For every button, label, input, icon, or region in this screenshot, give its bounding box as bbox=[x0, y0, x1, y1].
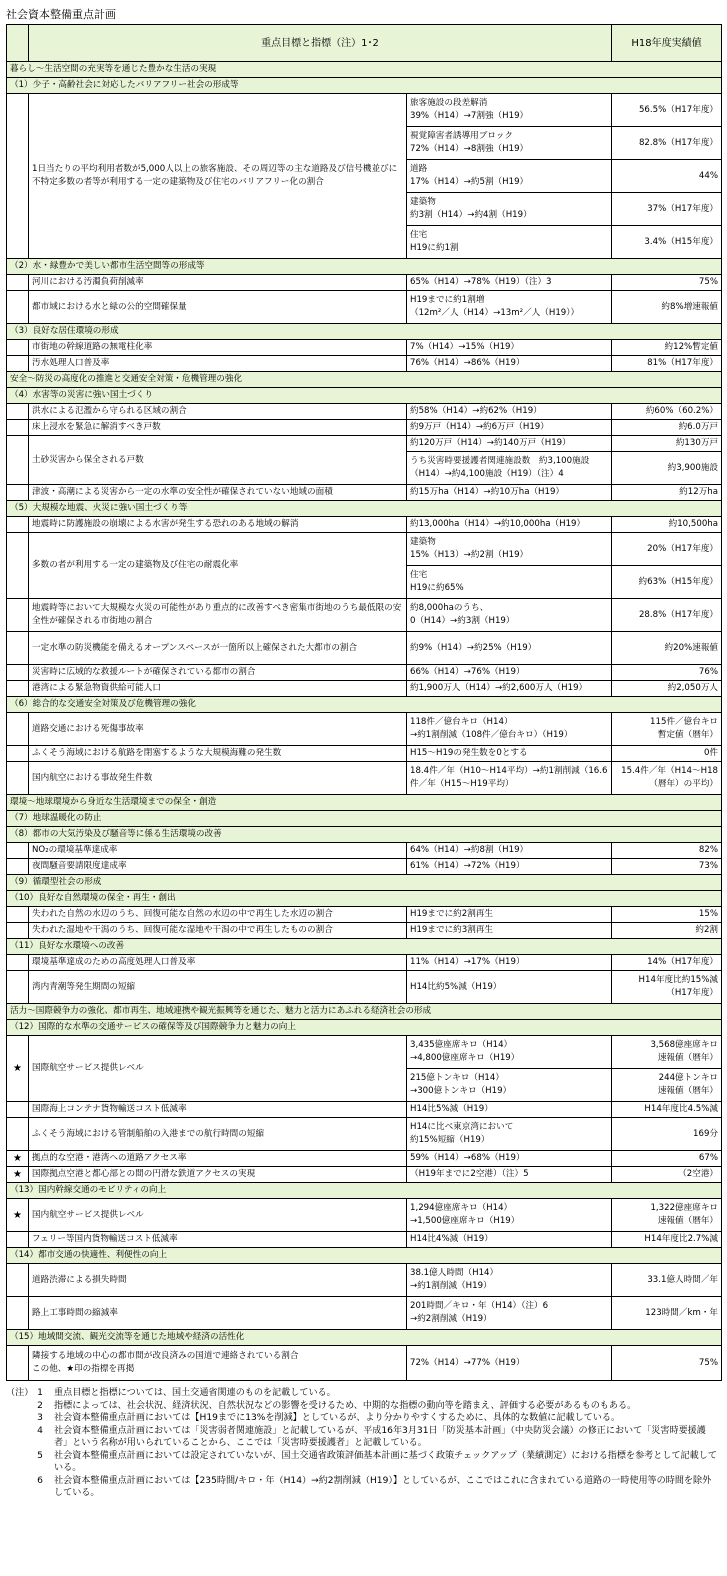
indicator-name: 国内航空における事故発生件数 bbox=[29, 762, 407, 795]
page-title: 社会資本整備重点計画 bbox=[6, 8, 116, 21]
subsection-row bbox=[7, 697, 722, 713]
subsection-row bbox=[7, 811, 722, 827]
subsection-row bbox=[7, 827, 722, 843]
result-value: 約2割 bbox=[612, 923, 722, 939]
subsection-heading: （9）循環型社会の形成 bbox=[7, 875, 722, 891]
subsection-row bbox=[7, 78, 722, 94]
table-row bbox=[7, 485, 722, 501]
result-value: 約12%暫定値 bbox=[612, 340, 722, 356]
indent-cell bbox=[7, 1118, 29, 1151]
target-value: 59%（H14）→68%（H19） bbox=[407, 1151, 612, 1167]
section-heading: 安全～防災の高度化の推進と交通安全対策・危機管理の強化 bbox=[7, 372, 722, 388]
header-blank bbox=[7, 25, 29, 62]
result-value: 15% bbox=[612, 907, 722, 923]
indicator-name: 災害時に広域的な救援ルートが確保されている都市の割合 bbox=[29, 665, 407, 681]
subsection-row bbox=[7, 1183, 722, 1199]
section-row bbox=[7, 795, 722, 811]
indicator-name: 国際海上コンテナ貨物輸送コスト低減率 bbox=[29, 1102, 407, 1118]
subsection-heading: （4）水害等の災害に強い国土づくり bbox=[7, 388, 722, 404]
target-value: 約120万戸（H14）→約140万戸（H19） bbox=[407, 436, 612, 452]
indicator-name: 港湾による緊急物資供給可能人口 bbox=[29, 681, 407, 697]
table-row bbox=[7, 746, 722, 762]
result-value: 0件 bbox=[612, 746, 722, 762]
target-value: H14比4%減（H19） bbox=[407, 1232, 612, 1248]
result-value: 約20%速報値 bbox=[612, 632, 722, 665]
indent-cell bbox=[7, 843, 29, 859]
subsection-row bbox=[7, 1330, 722, 1346]
table-row bbox=[7, 599, 722, 632]
result-value: 1,322億座席キロ 速報値（暦年） bbox=[612, 1199, 722, 1232]
table-row bbox=[7, 291, 722, 324]
target-value: 76%（H14）→86%（H19） bbox=[407, 356, 612, 372]
subsection-heading: （8）都市の大気汚染及び騒音等に係る生活環境の改善 bbox=[7, 827, 722, 843]
table-row bbox=[7, 1297, 722, 1330]
indent-cell bbox=[7, 340, 29, 356]
indicator-name: 夜間騒音要請限度達成率 bbox=[29, 859, 407, 875]
indent-cell bbox=[7, 955, 29, 971]
target-value: 64%（H14）→約8割（H19） bbox=[407, 843, 612, 859]
target-value: 住宅 H19に約65% bbox=[407, 566, 612, 599]
indicator-name: 河川における汚濁負荷削減率 bbox=[29, 275, 407, 291]
header-goal: 重点目標と指標（注）1･2 bbox=[29, 25, 612, 62]
table-row bbox=[7, 356, 722, 372]
note-item bbox=[6, 1412, 718, 1425]
note-number: 6 bbox=[37, 1475, 43, 1486]
table-row bbox=[7, 436, 722, 452]
result-value: 約3,900施設 bbox=[612, 452, 722, 485]
subsection-heading: （6）総合的な交通安全対策及び危機管理の強化 bbox=[7, 697, 722, 713]
target-value: 18.4件／年（H10～H14平均）→約1割削減（16.6件／年（H15～H19平均） bbox=[407, 762, 612, 795]
table-row bbox=[7, 632, 722, 665]
subsection-row bbox=[7, 501, 722, 517]
indent-cell bbox=[7, 971, 29, 1004]
indicator-name: 道路渋滞による損失時間 bbox=[29, 1264, 407, 1297]
target-value: 118件／億台キロ（H14） →約1割削減（108件／億台キロ）（H19） bbox=[407, 713, 612, 746]
target-value: 215億トンキロ（H14） →300億トンキロ（H19） bbox=[407, 1069, 612, 1102]
result-value: 169分 bbox=[612, 1118, 722, 1151]
indicator-name: 洪水による氾濫から守られる区域の割合 bbox=[29, 404, 407, 420]
indicator-name: 都市域における水と緑の公的空間確保量 bbox=[29, 291, 407, 324]
indent-cell bbox=[7, 1297, 29, 1330]
target-value: H14比5%減（H19） bbox=[407, 1102, 612, 1118]
notes bbox=[6, 1387, 718, 1500]
target-value: H14に比べ東京湾において 約15%短縮（H19） bbox=[407, 1118, 612, 1151]
table-row bbox=[7, 517, 722, 533]
result-value: 123時間／km・年 bbox=[612, 1297, 722, 1330]
indicator-name: 隣接する地域の中心の都市間が改良済みの国道で連絡されている割合 この他、★印の指標を再掲 bbox=[29, 1346, 407, 1381]
note-number: 1 bbox=[37, 1388, 43, 1398]
table-row bbox=[7, 907, 722, 923]
target-value: 約13,000ha（H14）→約10,000ha（H19） bbox=[407, 517, 612, 533]
target-value: 38.1億人時間（H14） →約1割削減（H19） bbox=[407, 1264, 612, 1297]
star-mark: ★ bbox=[7, 1036, 29, 1102]
indent-cell bbox=[7, 859, 29, 875]
subsection-row bbox=[7, 891, 722, 907]
indicator-name: 国内航空サービス提供レベル bbox=[29, 1199, 407, 1232]
note-prefix bbox=[6, 1425, 26, 1450]
indent-cell bbox=[7, 533, 29, 599]
target-value: 約58%（H14）→約62%（H19） bbox=[407, 404, 612, 420]
target-value: 66%（H14）→76%（H19） bbox=[407, 665, 612, 681]
note-text: 社会資本整備重点計画においては【235時間/キロ・年（H14）→約2割削減（H19）】としているが、ここではこれに含まれている道路の一時使用等の時間を除外している。 bbox=[54, 1475, 712, 1498]
indent-cell bbox=[7, 1232, 29, 1248]
indent-cell bbox=[7, 681, 29, 697]
note-text: 社会資本整備重点計画においては設定されていないが、国土交通省政策評価基本計画に基づく政策チェックアップ（業績測定）における指標を参考として記載している。 bbox=[54, 1450, 717, 1473]
table-row bbox=[7, 1151, 722, 1167]
subsection-row bbox=[7, 875, 722, 891]
result-value: 3,568億座席キロ 速報値（暦年） bbox=[612, 1036, 722, 1069]
section-heading: 環境～地球環境から身近な生活環境までの保全・創造 bbox=[7, 795, 722, 811]
table-row bbox=[7, 1036, 722, 1069]
plan-table bbox=[6, 24, 722, 1381]
subsection-row bbox=[7, 939, 722, 955]
indent-cell bbox=[7, 356, 29, 372]
indicator-name: 失われた自然の水辺のうち、回復可能な自然の水辺の中で再生した水辺の割合 bbox=[29, 907, 407, 923]
result-value: 76% bbox=[612, 665, 722, 681]
subsection-row bbox=[7, 259, 722, 275]
table-row bbox=[7, 859, 722, 875]
result-value: 82% bbox=[612, 843, 722, 859]
note-number: 5 bbox=[37, 1450, 43, 1461]
note-text: 社会資本整備重点計画においては【H19までに13%を削減】としているが、より分かりやすくするために、具体的な数値に記載している。 bbox=[54, 1413, 621, 1423]
result-value: 約10,500ha bbox=[612, 517, 722, 533]
section-heading: 活力～国際競争力の強化、都市再生、地域連携や観光振興等を通じた、魅力と活力にあふれる経済社会の形成 bbox=[7, 1004, 722, 1020]
subsection-heading: （14）都市交通の快適性、利便性の向上 bbox=[7, 1248, 722, 1264]
target-value: H19までに約3割再生 bbox=[407, 923, 612, 939]
target-value: 201時間／キロ・年（H14）（注）6 →約2割削減（H19） bbox=[407, 1297, 612, 1330]
subsection-row bbox=[7, 1248, 722, 1264]
note-item bbox=[6, 1475, 718, 1500]
result-value: 約63%（H15年度） bbox=[612, 566, 722, 599]
table-row bbox=[7, 713, 722, 746]
result-value: H14年度比2.7%減 bbox=[612, 1232, 722, 1248]
indicator-name: 拠点的な空港・港湾への道路アクセス率 bbox=[29, 1151, 407, 1167]
subsection-row bbox=[7, 324, 722, 340]
result-value: 67% bbox=[612, 1151, 722, 1167]
table-row bbox=[7, 681, 722, 697]
result-value: 約8%増速報値 bbox=[612, 291, 722, 324]
result-value: 15.4件／年（H14～H18（暦年）の平均） bbox=[612, 762, 722, 795]
indicator-name: 国際拠点空港と都心部との間の円滑な鉄道アクセスの実現 bbox=[29, 1167, 407, 1183]
indent-cell bbox=[7, 94, 29, 259]
target-value: 建築物 約3割（H14）→約4割（H19） bbox=[407, 193, 612, 226]
indent-cell bbox=[7, 762, 29, 795]
indicator-name: 床上浸水を緊急に解消すべき戸数 bbox=[29, 420, 407, 436]
indicator-name: フェリー等国内貨物輸送コスト低減率 bbox=[29, 1232, 407, 1248]
indent-cell bbox=[7, 291, 29, 324]
result-value: （2空港） bbox=[612, 1167, 722, 1183]
note-number: 4 bbox=[37, 1425, 43, 1436]
target-value: 道路 17%（H14）→約5割（H19） bbox=[407, 160, 612, 193]
result-value: 14%（H17年度） bbox=[612, 955, 722, 971]
indicator-name: 湾内青潮等発生期間の短縮 bbox=[29, 971, 407, 1004]
result-value: 81%（H17年度） bbox=[612, 356, 722, 372]
table-row bbox=[7, 1346, 722, 1381]
result-value: 115件／億台キロ 暫定値（暦年） bbox=[612, 713, 722, 746]
result-value: 約2,050万人 bbox=[612, 681, 722, 697]
target-value: 72%（H14）→77%（H19） bbox=[407, 1346, 612, 1381]
result-value: 75% bbox=[612, 1346, 722, 1381]
result-value: 73% bbox=[612, 859, 722, 875]
target-value: H19までに約1割増 （12m²／人（H14）→13m²／人（H19）） bbox=[407, 291, 612, 324]
note-item bbox=[6, 1387, 718, 1400]
table-row bbox=[7, 1199, 722, 1232]
table-row bbox=[7, 971, 722, 1004]
subsection-heading: （2）水・緑豊かで美しい都市生活空間等の形成等 bbox=[7, 259, 722, 275]
indicator-name: 多数の者が利用する一定の建築物及び住宅の耐震化率 bbox=[29, 533, 407, 599]
target-value: 7%（H14）→15%（H19） bbox=[407, 340, 612, 356]
note-text: 重点目標と指標については、国土交通省関連のものを記載している。 bbox=[54, 1388, 336, 1398]
subsection-heading: （10）良好な自然環境の保全・再生・創出 bbox=[7, 891, 722, 907]
indicator-name: 一定水準の防災機能を備えるオープンスペースが一箇所以上確保された大都市の割合 bbox=[29, 632, 407, 665]
indicator-name: ふくそう海域における航路を閉塞するような大規模海難の発生数 bbox=[29, 746, 407, 762]
indent-cell bbox=[7, 907, 29, 923]
subsection-heading: （1）少子・高齢社会に対応したバリアフリー社会の形成等 bbox=[7, 78, 722, 94]
result-value: 44% bbox=[612, 160, 722, 193]
indent-cell bbox=[7, 1346, 29, 1381]
note-text: 社会資本整備重点計画においては「災害弱者関連施設」と記載しているが、平成16年3月31日「防災基本計画」（中央防災会議）の修正において「災害時要援護者」という名称が用いられていることから、ここでは「災害時要援護者」と記載している。 bbox=[54, 1425, 706, 1448]
table-row bbox=[7, 94, 722, 127]
result-value: 33.1億人時間／年 bbox=[612, 1264, 722, 1297]
table-row bbox=[7, 1102, 722, 1118]
target-value: 約8,000haのうち、 0（H14）→約3割（H19） bbox=[407, 599, 612, 632]
result-value: 約6.0万戸 bbox=[612, 420, 722, 436]
header-result: H18年度実績値 bbox=[612, 25, 722, 62]
result-value: 56.5%（H17年度） bbox=[612, 94, 722, 127]
target-value: 約9%（H14）→約25%（H19） bbox=[407, 632, 612, 665]
indent-cell bbox=[7, 665, 29, 681]
subsection-row bbox=[7, 1020, 722, 1036]
table-row bbox=[7, 665, 722, 681]
result-value: 20%（H17年度） bbox=[612, 533, 722, 566]
section-row bbox=[7, 372, 722, 388]
star-mark: ★ bbox=[7, 1167, 29, 1183]
result-value: 約130万戸 bbox=[612, 436, 722, 452]
table-row bbox=[7, 843, 722, 859]
subsection-heading: （7）地球温暖化の防止 bbox=[7, 811, 722, 827]
result-value: H14年度比約15%減 （H17年度） bbox=[612, 971, 722, 1004]
target-value: 65%（H14）→78%（H19）（注）3 bbox=[407, 275, 612, 291]
indicator-name: 津波・高潮による災害から一定の水準の安全性が確保されていない地域の面積 bbox=[29, 485, 407, 501]
indent-cell bbox=[7, 599, 29, 632]
subsection-heading: （11）良好な水環境への改善 bbox=[7, 939, 722, 955]
subsection-heading: （5）大規模な地震、火災に強い国土づくり等 bbox=[7, 501, 722, 517]
result-value: 37%（H17年度） bbox=[612, 193, 722, 226]
target-value: 約15万ha（H14）→約10万ha（H19） bbox=[407, 485, 612, 501]
indent-cell bbox=[7, 632, 29, 665]
section-row bbox=[7, 1004, 722, 1020]
target-value: 約9万戸（H14）→約6万戸（H19） bbox=[407, 420, 612, 436]
note-prefix bbox=[6, 1400, 26, 1413]
result-value: 3.4%（H15年度） bbox=[612, 226, 722, 259]
result-value: 約60%（60.2%） bbox=[612, 404, 722, 420]
target-value: 視覚障害者誘導用ブロック 72%（H14）→8割強（H19） bbox=[407, 127, 612, 160]
note-prefix: （注） bbox=[6, 1388, 34, 1398]
indent-cell bbox=[7, 713, 29, 746]
indent-cell bbox=[7, 923, 29, 939]
result-value: 約12万ha bbox=[612, 485, 722, 501]
subsection-row bbox=[7, 388, 722, 404]
note-item bbox=[6, 1400, 718, 1413]
indent-cell bbox=[7, 404, 29, 420]
star-mark: ★ bbox=[7, 1199, 29, 1232]
indent-cell bbox=[7, 746, 29, 762]
indent-cell bbox=[7, 1102, 29, 1118]
note-item bbox=[6, 1450, 718, 1475]
target-value: H15～H19の発生数を0とする bbox=[407, 746, 612, 762]
indicator-name: 失われた湿地や干潟のうち、回復可能な湿地や干潟の中で再生したものの割合 bbox=[29, 923, 407, 939]
star-mark: ★ bbox=[7, 1151, 29, 1167]
table-row bbox=[7, 404, 722, 420]
result-value: 75% bbox=[612, 275, 722, 291]
target-value: 3,435億座席キロ（H14） →4,800億座席キロ（H19） bbox=[407, 1036, 612, 1069]
target-value: 1,294億座席キロ（H14） →1,500億座席キロ（H19） bbox=[407, 1199, 612, 1232]
note-number: 2 bbox=[37, 1400, 43, 1411]
table-row bbox=[7, 923, 722, 939]
indent-cell bbox=[7, 517, 29, 533]
indicator-name: 市街地の幹線道路の無電柱化率 bbox=[29, 340, 407, 356]
table-row bbox=[7, 533, 722, 566]
indicator-name: 汚水処理人口普及率 bbox=[29, 356, 407, 372]
indicator-name: 地震時等において大規模な火災の可能性があり重点的に改善すべき密集市街地のうち最低限の安全性が確保される市街地の割合 bbox=[29, 599, 407, 632]
note-item bbox=[6, 1425, 718, 1450]
indicator-name: ふくそう海域における管制船舶の入港までの航行時間の短縮 bbox=[29, 1118, 407, 1151]
note-prefix bbox=[6, 1412, 26, 1425]
target-value: 建築物 15%（H13）→約2割（H19） bbox=[407, 533, 612, 566]
table-row bbox=[7, 762, 722, 795]
result-value: 82.8%（H17年度） bbox=[612, 127, 722, 160]
target-value: 旅客施設の段差解消 39%（H14）→7割強（H19） bbox=[407, 94, 612, 127]
indicator-name: 環境基準達成のための高度処理人口普及率 bbox=[29, 955, 407, 971]
table-row bbox=[7, 275, 722, 291]
indent-cell bbox=[7, 420, 29, 436]
target-value: 11%（H14）→17%（H19） bbox=[407, 955, 612, 971]
table-row bbox=[7, 955, 722, 971]
indent-cell bbox=[7, 436, 29, 485]
target-value: H19までに約2割再生 bbox=[407, 907, 612, 923]
target-value: うち災害時要援護者関連施設数 約3,100施設（H14）→約4,100施設（H19）（注）4 bbox=[407, 452, 612, 485]
result-value: 244億トンキロ 速報値（暦年） bbox=[612, 1069, 722, 1102]
subsection-heading: （12）国際的な水準の交通サービスの確保等及び国際競争力と魅力の向上 bbox=[7, 1020, 722, 1036]
table-row bbox=[7, 1118, 722, 1151]
indicator-name: 道路交通における死傷事故率 bbox=[29, 713, 407, 746]
table-row bbox=[7, 420, 722, 436]
target-value: 61%（H14）→72%（H19） bbox=[407, 859, 612, 875]
note-number: 3 bbox=[37, 1413, 43, 1423]
table-row bbox=[7, 1232, 722, 1248]
indent-cell bbox=[7, 1264, 29, 1297]
target-value: （H19年までに2空港）（注）5 bbox=[407, 1167, 612, 1183]
result-value: 28.8%（H17年度） bbox=[612, 599, 722, 632]
indicator-name: 地震時に防護施設の崩壊による水害が発生する恐れのある地域の解消 bbox=[29, 517, 407, 533]
table-row bbox=[7, 340, 722, 356]
table-row bbox=[7, 1264, 722, 1297]
note-prefix bbox=[6, 1475, 26, 1500]
note-prefix bbox=[6, 1450, 26, 1475]
indent-cell bbox=[7, 485, 29, 501]
indicator-name: 国際航空サービス提供レベル bbox=[29, 1036, 407, 1102]
target-value: 約1,900万人（H14）→約2,600万人（H19） bbox=[407, 681, 612, 697]
indicator-name: 路上工事時間の縮減率 bbox=[29, 1297, 407, 1330]
indicator-name: NO₂の環境基準達成率 bbox=[29, 843, 407, 859]
indent-cell bbox=[7, 275, 29, 291]
section-row bbox=[7, 62, 722, 78]
result-value: H14年度比4.5%減 bbox=[612, 1102, 722, 1118]
note-text: 指標によっては、社会状況、経済状況、自然状況などの影響を受けるため、中期的な指標の動向等を踏まえ、評価する必要があるものもある。 bbox=[54, 1400, 637, 1411]
subsection-heading: （3）良好な居住環境の形成 bbox=[7, 324, 722, 340]
indicator-name: 土砂災害から保全される戸数 bbox=[29, 436, 407, 485]
table-row bbox=[7, 1167, 722, 1183]
target-value: H14比約5%減（H19） bbox=[407, 971, 612, 1004]
target-value: 住宅 H19に約1割 bbox=[407, 226, 612, 259]
indicator-name: 1日当たりの平均利用者数が5,000人以上の旅客施設、その周辺等の主な道路及び信号機並びに不特定多数の者等が利用する一定の建築物及び住宅のバリアフリー化の割合 bbox=[29, 94, 407, 259]
section-heading: 暮らし～生活空間の充実等を通じた豊かな生活の実現 bbox=[7, 62, 722, 78]
subsection-heading: （13）国内幹線交通のモビリティの向上 bbox=[7, 1183, 722, 1199]
subsection-heading: （15）地域間交流、観光交流等を通じた地域や経済の活性化 bbox=[7, 1330, 722, 1346]
